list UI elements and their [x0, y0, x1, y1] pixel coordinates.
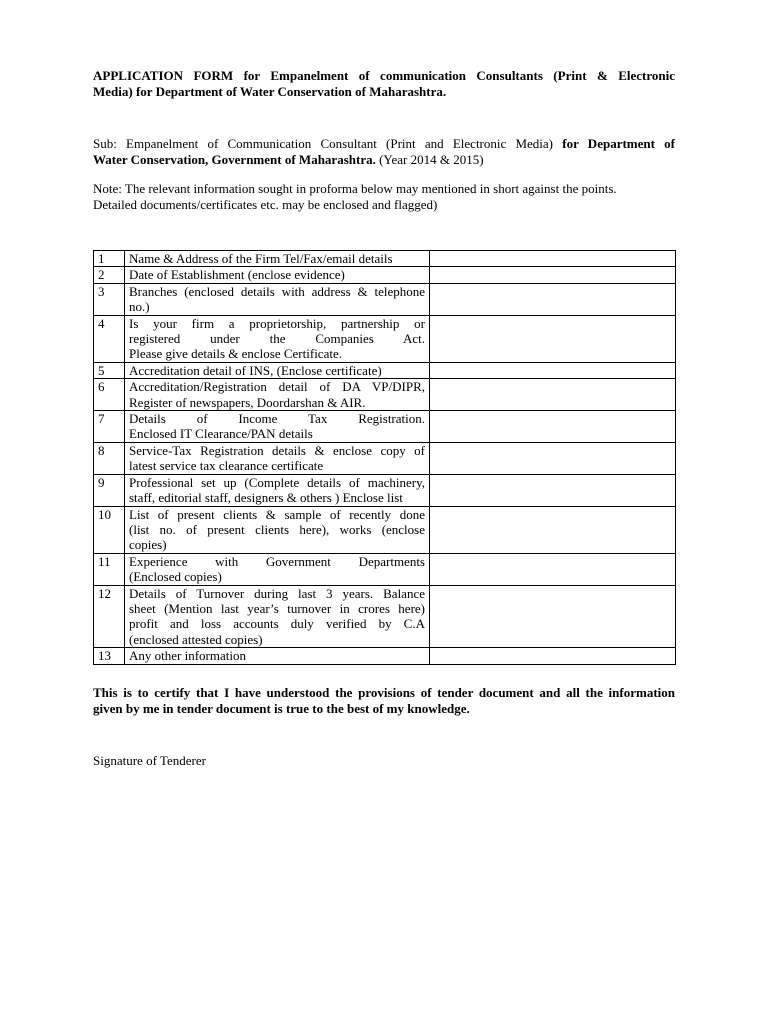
row-description-line: Professional set up (Complete details of machinery, [129, 474, 425, 490]
row-description [125, 648, 430, 664]
table-row [94, 267, 676, 283]
table-row [94, 506, 676, 553]
row-description-line: Register of newspapers, Doordarshan & AIR. [129, 394, 366, 410]
row-description-line: Enclosed IT Clearance/PAN details [129, 426, 313, 442]
form-table-body [94, 251, 676, 665]
row-description-line: Branches (enclosed details with address & telephone [129, 283, 425, 299]
table-row [94, 442, 676, 474]
row-description-line: Accreditation detail of INS, (Enclose certificate) [129, 362, 382, 378]
row-response-field[interactable] [430, 553, 676, 585]
row-description [125, 315, 430, 362]
row-description-line: Service-Tax Registration details & enclose copy of [129, 442, 425, 458]
row-number: 1 [94, 251, 125, 267]
row-description [125, 362, 430, 378]
row-description-line: registered under the Companies Act. [129, 331, 425, 347]
row-response-field[interactable] [430, 506, 676, 553]
table-row [94, 283, 676, 315]
row-description [125, 411, 430, 443]
table-row [94, 251, 676, 267]
row-description-line: latest service tax clearance certificate [129, 458, 324, 474]
form-title [93, 68, 675, 100]
row-description [125, 379, 430, 411]
row-response-field[interactable] [430, 585, 676, 648]
row-description [125, 506, 430, 553]
table-row [94, 474, 676, 506]
row-description [125, 585, 430, 648]
row-response-field[interactable] [430, 267, 676, 283]
note-line-1: Note: The relevant information sought in proforma below may mentioned in short against the points. [93, 181, 617, 196]
row-number: 12 [94, 585, 125, 648]
row-description-line: (enclosed attested copies) [129, 631, 263, 647]
table-row [94, 648, 676, 664]
certification-line-2: given by me in tender document is true to the best of my knowledge. [93, 701, 470, 716]
row-description-line: Details of Turnover during last 3 years. Balance [129, 585, 425, 601]
row-number: 11 [94, 553, 125, 585]
row-number: 2 [94, 267, 125, 283]
application-form-table [93, 250, 676, 665]
subject-line-2 [93, 152, 484, 167]
row-response-field[interactable] [430, 283, 676, 315]
row-number: 7 [94, 411, 125, 443]
table-row [94, 553, 676, 585]
row-number: 4 [94, 315, 125, 362]
subject-paragraph [93, 136, 675, 168]
row-response-field[interactable] [430, 474, 676, 506]
subject-line-1-bold: for Department of [562, 136, 675, 151]
row-number: 5 [94, 362, 125, 378]
row-description-line: Is your firm a proprietorship, partnership or [129, 315, 425, 331]
row-description-line: staff, editorial staff, designers & others ) Enclose list [129, 490, 403, 506]
row-response-field[interactable] [430, 315, 676, 362]
form-title-line-1: APPLICATION FORM for Empanelment of communication Consultants (Print & Electronic [93, 68, 675, 83]
certification-statement [93, 685, 675, 717]
row-description-line: Date of Establishment (enclose evidence) [129, 267, 345, 283]
row-description-line: Name & Address of the Firm Tel/Fax/email details [129, 251, 393, 266]
row-description-line: List of present clients & sample of recently done [129, 506, 425, 522]
row-description-line: copies) [129, 537, 167, 553]
row-description-line: (Enclosed copies) [129, 569, 222, 585]
table-row [94, 379, 676, 411]
row-number: 13 [94, 648, 125, 664]
signature-label: Signature of Tenderer [93, 753, 206, 768]
table-row [94, 411, 676, 443]
subject-line-1-text: Sub: Empanelment of Communication Consultant (Print and Electronic Media) [93, 136, 563, 151]
row-description-line: Please give details & enclose Certificate. [129, 346, 342, 362]
subject-line-2-text: (Year 2014 & 2015) [375, 152, 484, 167]
row-description [125, 283, 430, 315]
row-description-line: Any other information [129, 648, 246, 664]
row-number: 10 [94, 506, 125, 553]
row-description-line: Accreditation/Registration detail of DA VP/DIPR, [129, 379, 425, 395]
row-description-line: profit and loss accounts duly verified by C.A [129, 616, 425, 632]
row-description [125, 442, 430, 474]
row-number: 9 [94, 474, 125, 506]
row-description [125, 553, 430, 585]
row-description-line: sheet (Mention last year’s turnover in crores here) [129, 600, 425, 616]
row-response-field[interactable] [430, 411, 676, 443]
row-response-field[interactable] [430, 442, 676, 474]
subject-line-1 [93, 136, 675, 152]
row-description-line: (list no. of present clients here), works (enclose [129, 521, 425, 537]
note-paragraph [93, 181, 675, 213]
table-row [94, 315, 676, 362]
certification-line-1: This is to certify that I have understood the provisions of tender document and all the information [93, 685, 675, 700]
row-description [125, 267, 430, 283]
row-number: 8 [94, 442, 125, 474]
row-response-field[interactable] [430, 379, 676, 411]
row-description [125, 474, 430, 506]
row-description-line: Details of Income Tax Registration. [129, 411, 425, 427]
subject-line-2-bold: Water Conservation, Government of Maharashtra. [93, 152, 376, 167]
row-response-field[interactable] [430, 648, 676, 664]
row-response-field[interactable] [430, 251, 676, 267]
row-description-line: Experience with Government Departments [129, 553, 425, 569]
table-row [94, 362, 676, 378]
row-description [125, 251, 430, 267]
row-number: 6 [94, 379, 125, 411]
note-line-2: Detailed documents/certificates etc. may be enclosed and flagged) [93, 197, 438, 212]
form-title-line-2: Media) for Department of Water Conservation of Maharashtra. [93, 84, 447, 99]
row-response-field[interactable] [430, 362, 676, 378]
row-description-line: no.) [129, 299, 150, 315]
table-row [94, 585, 676, 648]
row-number: 3 [94, 283, 125, 315]
